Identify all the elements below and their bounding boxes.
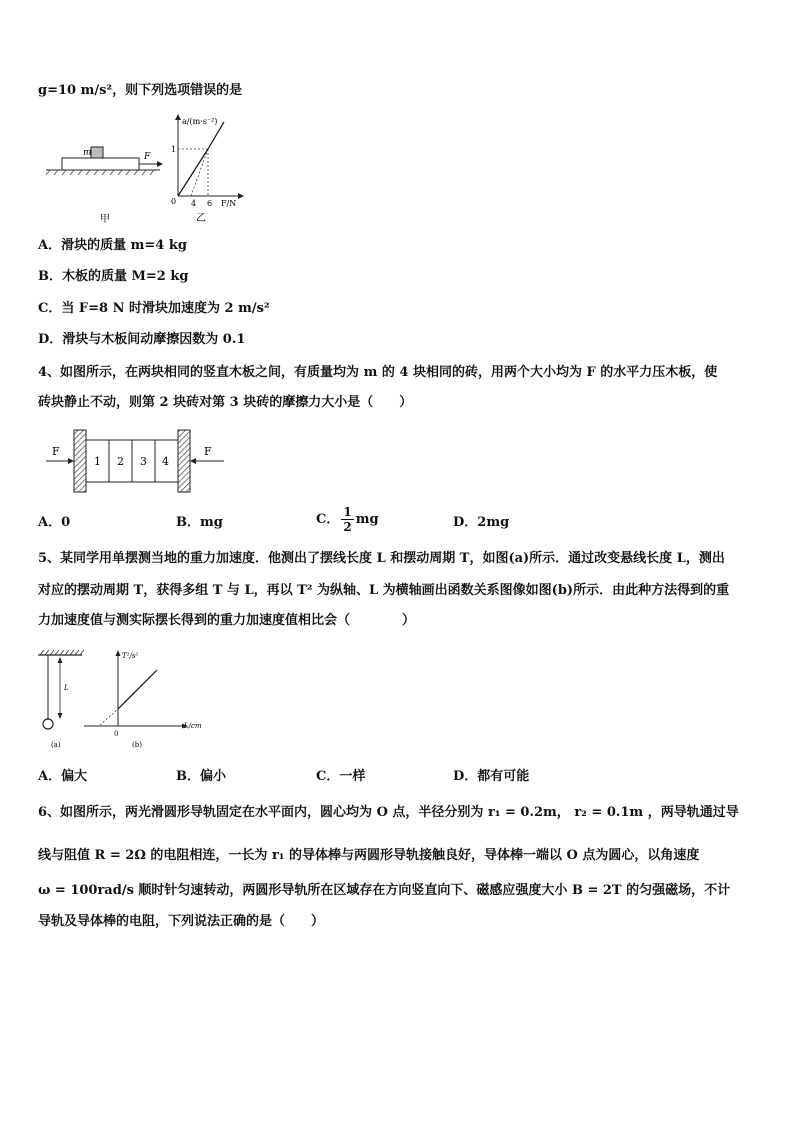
q4-option-d: D．2mg [453, 515, 510, 530]
fraction-denominator: 2 [343, 520, 352, 534]
force-arrowhead [157, 161, 163, 167]
left-force-label: F [52, 445, 60, 458]
board [62, 158, 139, 170]
q3-option-d: D．滑块与木板间动摩擦因数为 0.1 [38, 332, 246, 347]
brick-3: 3 [140, 455, 147, 468]
caption-b: (b) [132, 741, 142, 749]
left-board [74, 430, 86, 492]
q4-option-c-prefix: C． [316, 511, 340, 527]
q3-option-b: B．木板的质量 M=2 kg [38, 269, 189, 284]
right-board [178, 430, 190, 492]
block-label: m [83, 148, 92, 158]
q5-stem-line1: 5、某同学用单摆测当地的重力加速度．他测出了摆线长度 L 和摆动周期 T，如图(a)所示．通过改变悬线长度 L，测出 [38, 551, 725, 566]
q5-figure-a [36, 646, 86, 752]
y-axis-label: a/(m·s⁻²) [182, 117, 218, 126]
q6-stem-line3: ω = 100rad/s 顺时针匀速转动，两圆形导轨所在区域存在方向竖直向下、磁感应强度大小 B = 2T 的匀强磁场，不计 [38, 883, 731, 898]
brick-2: 2 [117, 455, 124, 468]
q4-option-b: B．mg [176, 515, 223, 530]
graph-segment-1 [178, 149, 208, 196]
caption-a: (a) [51, 741, 61, 749]
q4-option-c-suffix: mg [355, 511, 379, 527]
brick-1: 1 [94, 455, 101, 468]
y-axis-label: T²/s² [122, 652, 139, 660]
y-tick-label: 1 [171, 145, 177, 154]
q4-option-a: A．0 [38, 515, 71, 530]
graph-segment-2 [208, 122, 224, 149]
x-tick-4: 4 [191, 199, 197, 208]
q5-stem-line2: 对应的摆动周期 T，获得多组 T 与 L，再以 T² 为纵轴、L 为横轴画出函数关系图像如图(b)所示．由此种方法得到的重 [38, 583, 730, 598]
q5-option-a: A．偏大 [38, 769, 88, 784]
q3-intro-tail: g=10 m/s²，则下列选项错误的是 [38, 83, 243, 98]
q6-stem-line4: 导轨及导体棒的电阻，下列说法正确的是（ ） [38, 914, 325, 929]
origin-label: 0 [171, 197, 177, 206]
pendulum-bob [43, 719, 53, 729]
caption-yi: 乙 [196, 213, 206, 224]
brick-4: 4 [162, 455, 169, 468]
q6-stem-line1: 6、如图所示，两光滑圆形导轨固定在水平面内，圆心均为 O 点，半径分别为 r₁ = 0.2m， r₂ = 0.1m ，两导轨通过导 [38, 805, 739, 820]
q4-stem-line2: 砖块静止不动，则第 2 块砖对第 3 块砖的摩擦力大小是（ ） [38, 395, 413, 410]
fraction-numerator: 1 [343, 505, 352, 519]
q4-option-c [316, 505, 379, 534]
q4-figure [40, 428, 240, 496]
x-axis-label: F/N [221, 199, 237, 208]
slider-block [91, 147, 103, 158]
q3-figure-b [166, 112, 246, 228]
right-force-label: F [204, 445, 212, 458]
q5-stem-line3: 力加速度值与测实际摆长得到的重力加速度值相比会（ ） [38, 613, 416, 628]
q3-option-a: A．滑块的质量 m=4 kg [38, 238, 187, 253]
x-axis-label: L/cm [184, 722, 202, 730]
q5-option-b: B．偏小 [176, 769, 226, 784]
length-label: L [64, 684, 69, 692]
force-label: F [144, 152, 151, 162]
origin-label: 0 [114, 730, 119, 738]
q4-option-c-fraction [341, 505, 353, 534]
graph-extension-dash [100, 709, 118, 725]
x-tick-6: 6 [207, 199, 213, 208]
q3-option-c: C．当 F=8 N 时滑块加速度为 2 m/s² [38, 301, 270, 316]
q4-stem-line1: 4、如图所示，在两块相同的竖直木板之间，有质量均为 m 的 4 块相同的砖，用两个大小均为 F 的水平力压木板，使 [38, 365, 718, 380]
q5-figure-b [80, 646, 214, 752]
caption-jia: 甲 [100, 214, 110, 225]
q3-figure-a [44, 138, 164, 228]
q5-option-c: C．一样 [316, 769, 366, 784]
q6-stem-line2: 线与阻值 R = 2Ω 的电阻相连，一长为 r₁ 的导体棒与两圆形导轨接触良好，导体棒一端以 O 点为圆心，以角速度 [38, 848, 700, 863]
q5-option-d: D．都有可能 [453, 769, 530, 784]
graph-line [118, 670, 157, 709]
